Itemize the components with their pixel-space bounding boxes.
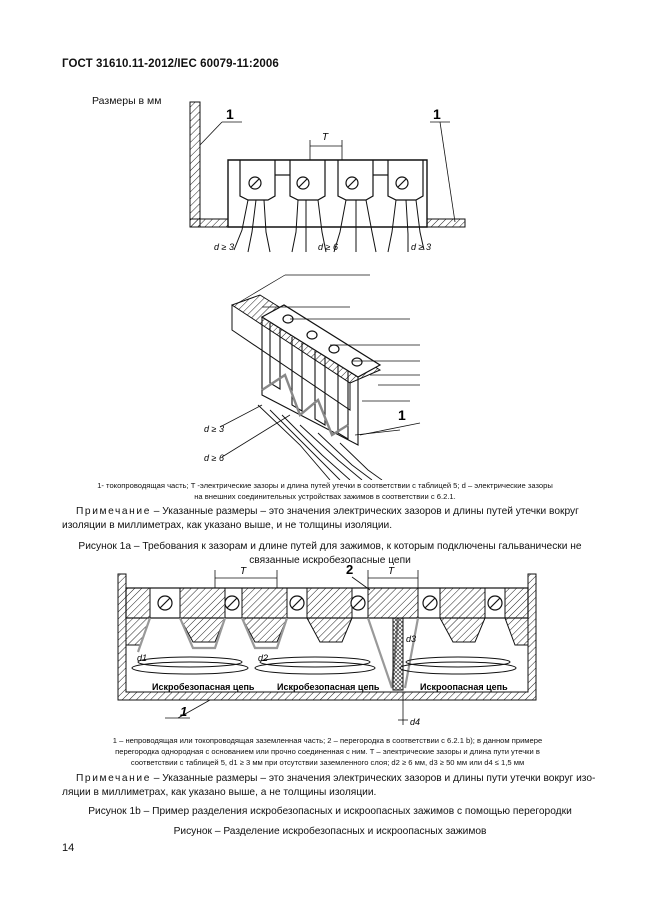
note-1a-prefix: Примечание [76,506,151,517]
figure-1a-caption-line1: Рисунок 1a – Требования к зазорам и длине путей для зажимов, к которым подключены гальванически не [78,541,582,552]
bottom-label-d3: d3 [406,634,417,644]
iso-label-one: 1 [398,407,406,423]
note-1a [62,505,606,533]
label-circuit-safe-2: Искробезопасная цепь [277,682,380,692]
label-d3-right: d ≥ 3 [411,242,431,252]
legend-1b-line1: 1 – непроводящая или токопроводящая заземленная часть; 2 – перегородка в соответствии с 6.2.1 b); в данном примере [112,736,543,745]
note-1a-line2: изоляции в миллиметрах, как указано выше, и не толщины изоляции. [62,520,393,531]
figure-isometric-terminal [0,265,646,480]
dimensions-note: Размеры в мм [92,95,162,107]
bottom-label-T-left: T [240,566,247,577]
figure-bottom-barrier [0,560,646,735]
iso-label-d6: d ≥ 6 [204,453,224,463]
iso-label-d3: d ≥ 3 [204,424,224,434]
label-circuit-safe-1: Искробезопасная цепь [152,682,255,692]
bottom-label-one: 1 [180,704,188,719]
page-number: 14 [62,842,75,854]
figure-top-terminal-section [0,0,646,270]
label-d6: d ≥ 6 [318,242,338,252]
note-1b-line2: ляции в миллиметрах, как указано выше, а не толщины изоляции. [62,787,377,798]
note-1a-line1: – Указанные размеры – это значения электрических зазоров и длины путей утечки вокруг [150,506,579,517]
legend-1a-line2: на внешних соединительных устройствах зажимов в соответствии с 6.2.1. [194,492,456,501]
label-one-left: 1 [226,106,234,122]
bottom-label-two: 2 [346,562,354,577]
legend-1b-line2: перегородка однородная с основанием или прочно соединенная с ним. T – электрические зазоры и длина пути утечки в [115,747,540,756]
label-one-right: 1 [433,106,441,122]
note-1b-prefix: Примечание [76,773,151,784]
note-1b-line1: – Указанные размеры – это значения электрических зазоров и длины пути утечки вокруг изо- [150,773,596,784]
legend-1b-line3: соответствии с таблицей 5, d1 ≥ 3 мм при отсутствии заземленного слоя; d2 ≥ 6 мм, d3 ≥ 50 мм или d4 ≤ 1,5 мм [130,758,525,767]
figure-1b-caption: Рисунок 1b – Пример разделения искробезопасных и искроопасных зажимов с помощью перегородки [88,806,572,817]
label-T: T [322,132,329,143]
note-1b [62,772,606,800]
figure-1a-legend [55,480,595,502]
bottom-label-d2: d2 [258,653,269,663]
figure-1b-legend [60,735,595,768]
figure-main-caption: Рисунок – Разделение искробезопасных и искроопасных зажимов [173,826,487,837]
label-d3-left: d ≥ 3 [214,242,234,252]
label-circuit-unsafe: Искроопасная цепь [420,682,508,692]
legend-1a-line1: 1- токопроводящая часть; T -электрические зазоры и длина путей утечки в соответствии с таблицей 5; d – электрические зазоры [97,481,553,490]
page-header: ГОСТ 31610.11-2012/IEC 60079-11:2006 [62,58,279,70]
bottom-label-d1: d1 [137,653,148,663]
figure-1a-caption-line2: связанные искробезопасные цепи [249,555,411,566]
bottom-label-d4: d4 [410,717,421,727]
bottom-label-T-right: T [388,566,395,577]
